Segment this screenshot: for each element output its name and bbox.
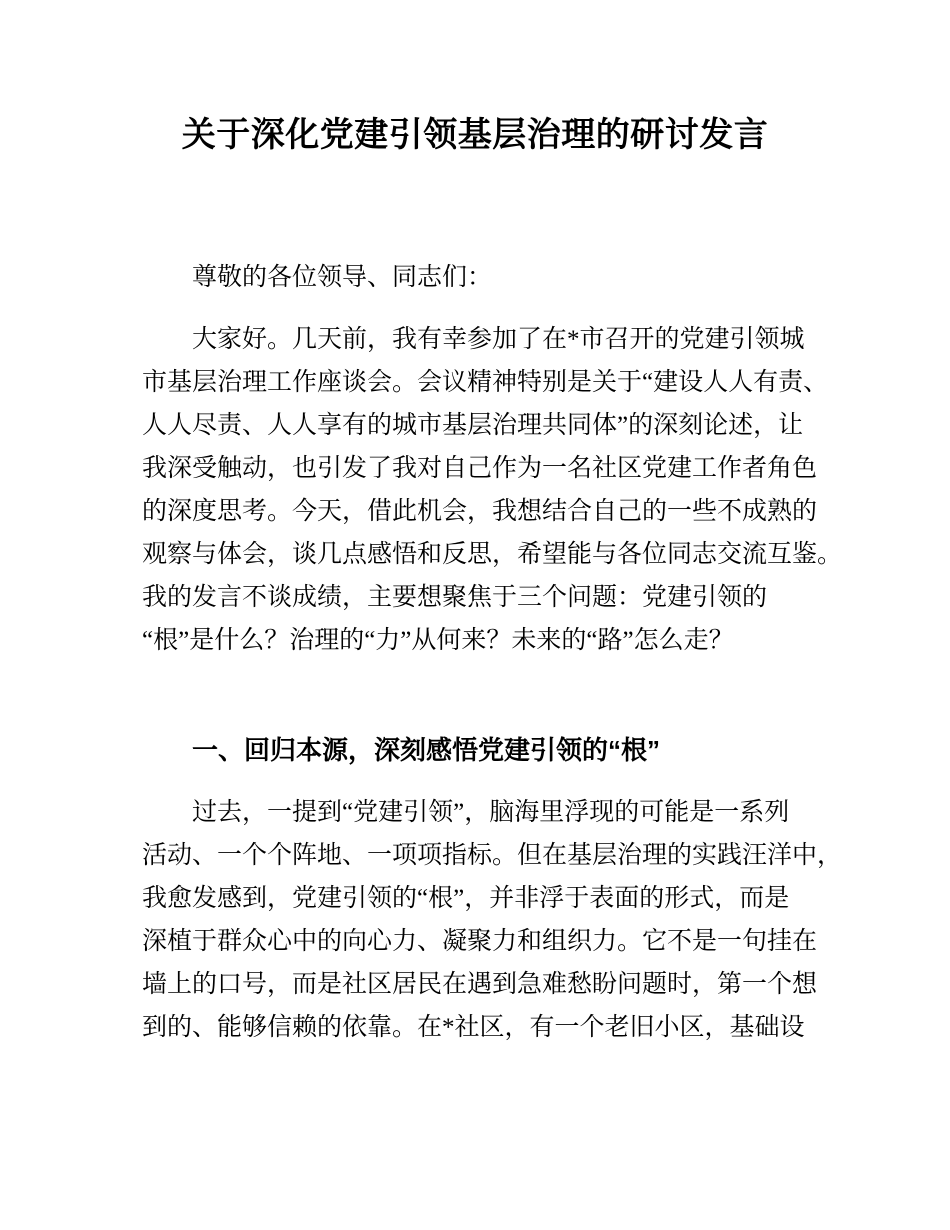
- text-line: 我的发言不谈成绩，主要想聚焦于三个问题：党建引领的: [142, 584, 768, 611]
- text-line: 我深受触动，也引发了我对自己作为一名社区党建工作者角色: [142, 455, 818, 482]
- text-line: 深植于群众心中的向心力、凝聚力和组织力。它不是一句挂在: [142, 928, 818, 955]
- paragraph: [142, 791, 843, 1049]
- paragraph: [142, 318, 843, 662]
- text-line: 人人尽责、人人享有的城市基层治理共同体”的深刻论述，让: [142, 412, 804, 439]
- text-line: 尊敬的各位领导、同志们：: [192, 264, 493, 291]
- text-line: 到的、能够信赖的依靠。在*社区，有一个老旧小区，基础设: [142, 1014, 805, 1041]
- text-line: 过去，一提到“党建引领”，脑海里浮现的可能是一系列: [192, 799, 790, 826]
- text-line: “根”是什么？治理的“力”从何来？未来的“路”怎么走？: [142, 627, 734, 654]
- paragraph: [142, 256, 833, 299]
- section-heading: [142, 729, 833, 772]
- text-line: 市基层治理工作座谈会。会议精神特别是关于“建设人人有责、: [142, 369, 829, 396]
- text-line: 墙上的口号，而是社区居民在遇到急难愁盼问题时，第一个想: [142, 971, 818, 998]
- text-line: 一、回归本源，深刻感悟党建引领的“根”: [192, 735, 661, 765]
- text-line: 我愈发感到，党建引领的“根”，并非浮于表面的形式，而是: [142, 885, 790, 912]
- text-line: 活动、一个个阵地、一项项指标。但在基层治理的实践汪洋中，: [142, 842, 843, 869]
- text-line: 大家好。几天前，我有幸参加了在*市召开的党建引领城: [192, 326, 805, 353]
- document-body: [142, 256, 843, 1049]
- text-line: 的深度思考。今天，借此机会，我想结合自己的一些不成熟的: [142, 498, 818, 525]
- document-title: 关于深化党建引领基层治理的研讨发言: [181, 117, 769, 154]
- text-line: 观察与体会，谈几点感悟和反思，希望能与各位同志交流互鉴。: [142, 541, 843, 568]
